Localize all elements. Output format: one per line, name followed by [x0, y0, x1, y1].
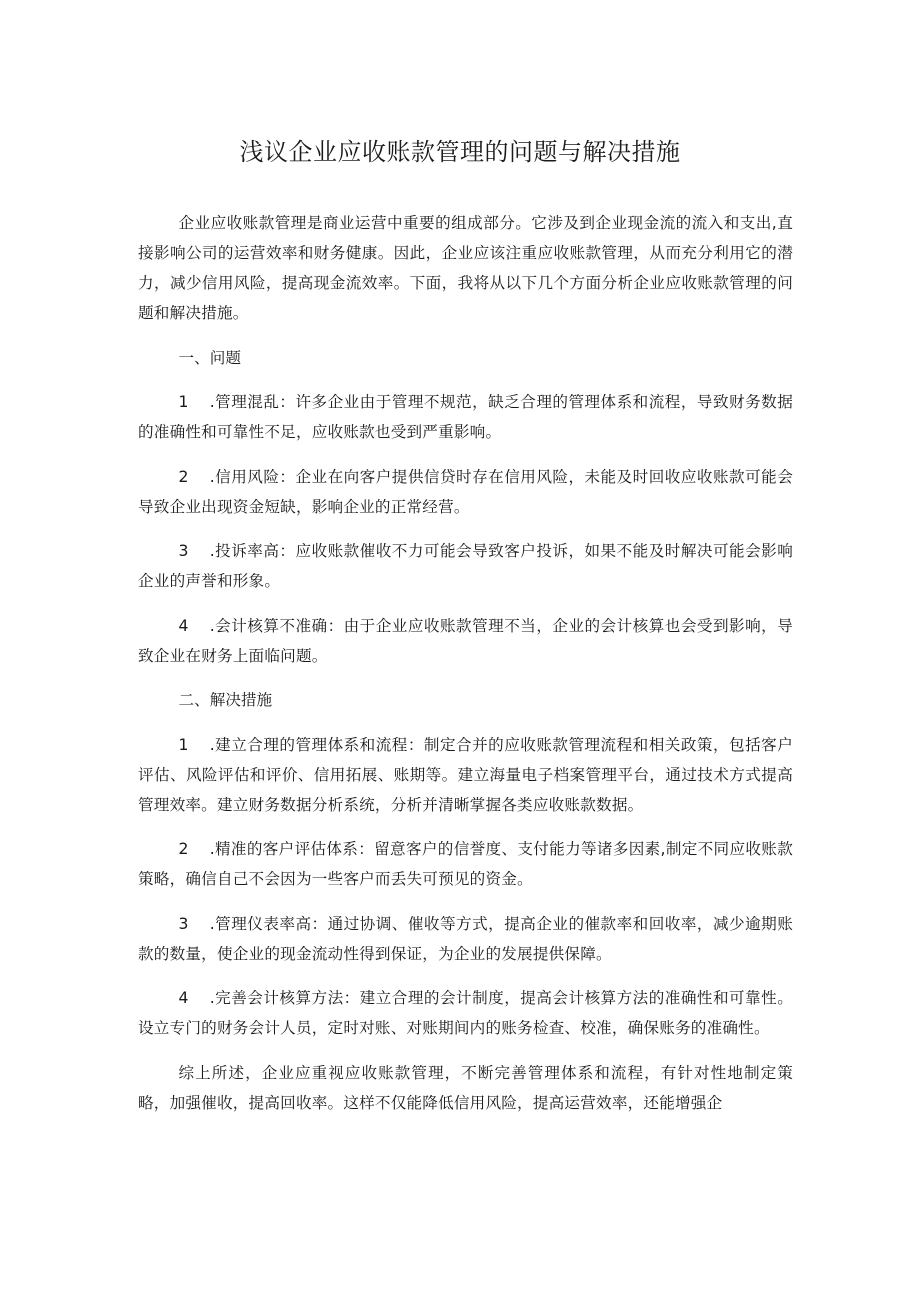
item-number: 3 [178, 542, 189, 560]
item-text: .管理混乱：许多企业由于管理不规范，缺乏合理的管理体系和流程，导致财务数据的准确性和可靠性不足，应收账款也受到严重影响。 [138, 393, 793, 441]
problem-item-2 [138, 462, 793, 522]
item-number: 4 [178, 989, 189, 1007]
item-text: .投诉率高：应收账款催收不力可能会导致客户投诉，如果不能及时解决可能会影响企业的声誉和形象。 [138, 542, 793, 590]
item-number: 2 [178, 467, 189, 486]
item-number: 2 [178, 840, 189, 858]
item-number: 1 [178, 393, 189, 411]
item-text: .管理仪表率高：通过协调、催收等方式，提高企业的催款率和回收率，减少逾期账款的数量，使企业的现金流动性得到保证，为企业的发展提供保障。 [138, 914, 793, 963]
solution-item-4 [138, 983, 793, 1043]
document-title: 浅议企业应收账款管理的问题与解决措施 [239, 138, 681, 166]
item-text: .精准的客户评估体系：留意客户的信誉度、支付能力等诸多因素,制定不同应收账款策略，确信自己不会因为一些客户而丢失可预见的资金。 [138, 840, 793, 888]
problem-item-3 [138, 536, 793, 596]
document-body [138, 208, 793, 1132]
problem-item-1 [138, 387, 793, 447]
section-heading-problems: 一、问题 [178, 348, 241, 367]
solution-item-3 [138, 909, 793, 969]
solution-item-1 [138, 730, 793, 820]
solution-item-2 [138, 834, 793, 894]
item-text: .完善会计核算方法：建立合理的会计制度，提高会计核算方法的准确性和可靠性。设立专门的财务会计人员，定时对账、对账期间内的账务检查、校准，确保账务的准确性。 [138, 989, 793, 1037]
item-number: 4 [178, 616, 189, 635]
problem-item-4 [138, 611, 793, 671]
item-text: .建立合理的管理体系和流程：制定合并的应收账款管理流程和相关政策，包括客户评估、风险评估和评价、信用拓展、账期等。建立海量电子档案管理平台，通过技术方式提高管理效率。建立财务数据分析系统，分析并清晰掌握各类应收账款数据。 [138, 735, 793, 814]
intro-paragraph: 企业应收账款管理是商业运营中重要的组成部分。它涉及到企业现金流的流入和支出,直接影响公司的运营效率和财务健康。因此，企业应该注重应收账款管理，从而充分利用它的潜力，减少信用风险，提高现金流效率。下面，我将从以下几个方面分析企业应收账款管理的问题和解决措施。 [138, 214, 793, 322]
section-heading-solutions: 二、解决措施 [178, 691, 273, 709]
item-text: .会计核算不准确：由于企业应收账款管理不当，企业的会计核算也会受到影响，导致企业在财务上面临问题。 [138, 616, 793, 665]
item-number: 3 [178, 914, 189, 933]
conclusion-paragraph: 综上所述，企业应重视应收账款管理，不断完善管理体系和流程，有针对性地制定策略，加强催收，提高回收率。这样不仅能降低信用风险，提高运营效率，还能增强企 [138, 1063, 793, 1112]
item-text: .信用风险：企业在向客户提供信贷时存在信用风险，未能及时回收应收账款可能会导致企业出现资金短缺，影响企业的正常经营。 [138, 467, 793, 516]
item-number: 1 [178, 735, 189, 754]
